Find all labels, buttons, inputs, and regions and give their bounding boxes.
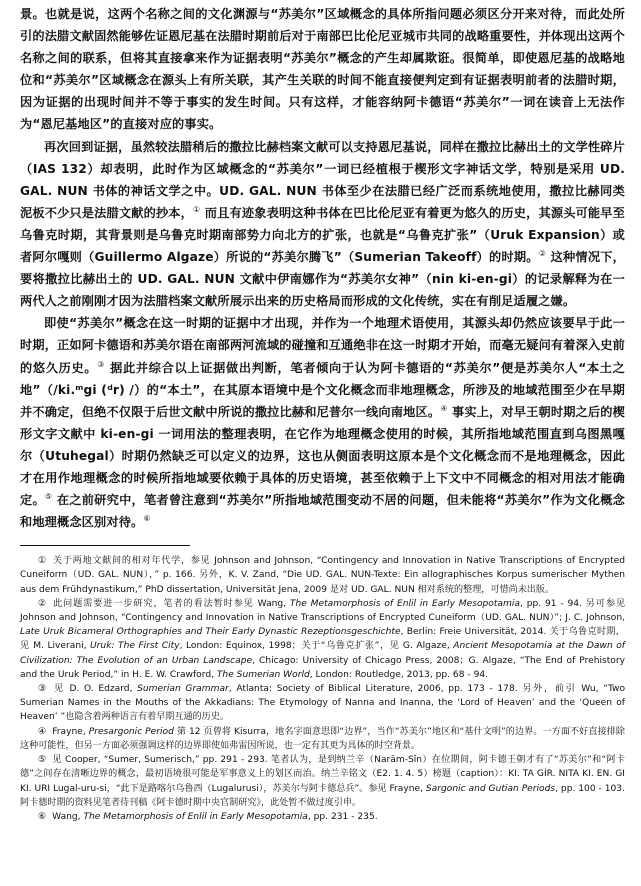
footnote-text: , Atlanta: Society of Biblical Literature, 2006, pp. 173 - 178. 另外，前引 Wu, “Two Sumerian Names in the Mouths of the Akkadians: The Etymology of Nanna and Inanna, the ‘Lord of Heaven’ and the ‘Queen of Heaven’ ”也隐含着两种语言有着早期互通的历史。 bbox=[20, 684, 626, 723]
footnote-ref-4[interactable]: ④ bbox=[440, 403, 448, 413]
footnote-text: 关于两地文献间的相对年代学，参见 Johnson and Johnson, “Contingency and Innovation in Native Transcriptions of Encrypted Cuneiform（UD. GAL. NUN），” p. 166. 另外，K. V. Zand, “Die UD. GAL. NUN-Texte: Ein allographisches Korpus sumerischer Mythen aus dem Frühdynastikum,” PhD dissertation, Universität Jena, 2009 是对 UD. GAL. NUN 相对系统的整理，可惜尚未出版。 bbox=[20, 556, 626, 595]
footnote-text: Wang, bbox=[52, 811, 84, 822]
paragraph-2-text-a: 再次回到证据，虽然较法腊稍后的撒拉比赫档案文献可以支持恩尼基说，同样在撒拉比赫出土的文学性碎片（IAS 132）却表明，此时作为区域概念的“苏美尔”一词已经植根于楔形文字神话文学，特别是采用 UD. GAL. NUN 书体的神话文学之中。UD. GAL. NUN 书体至少在法腊已经广泛而系统地使用，撒拉比赫同类泥板不少只是法腊文献的抄本， bbox=[20, 139, 625, 220]
footnote-2 bbox=[20, 597, 625, 682]
footnote-divider bbox=[20, 545, 190, 546]
footnote-ref-5[interactable]: ⑤ bbox=[44, 492, 53, 501]
paragraph-1-text: 景。也就是说，这两个名称之间的文化渊源与“苏美尔”区域概念的具体所指问题必须区分开来对待，而此处所引的法腊文献固然能够佐证恩尼基在法腊时期前后对于南部巴比伦尼亚城市共同的战略重要性，并体现出这两个名称之间的联系，但将其直接拿来作为证据表明“苏美尔”概念的产生却属欺诳。很简单，即使恩尼基的战略地位和“苏美尔”区域概念在源头上有所关联，其产生关联的时间不能直接便判定到有证据表明前者的法腊时期，因为证据的出现时间并不等于事实的发生时间。只有这样，才能容纳阿卡德语“苏美尔”一词在读音上无法作为“恩尼基地区”的直接对应的事实。 bbox=[20, 7, 625, 132]
footnote-text: , pp. 231 - 235. bbox=[307, 811, 378, 822]
footnote-text: Frayne, bbox=[52, 726, 89, 737]
footnote-number: ③ bbox=[38, 684, 48, 695]
main-text bbox=[20, 3, 625, 533]
footnote-text: The Metamorphosis of Enlil in Early Mesopotamia bbox=[289, 598, 520, 609]
paragraph-3 bbox=[20, 312, 625, 533]
footnote-3 bbox=[20, 682, 625, 725]
paragraph-2 bbox=[20, 136, 625, 313]
paragraph-3-text-d: 在之前研究中，笔者曾注意到“苏美尔”所指地域范围变动不居的问题，但未能将“苏美尔”作为文化概念和地理概念区别对待。 bbox=[20, 493, 625, 530]
paragraph-3-text-c: 事实上，对早王朝时期之后的楔形文字文献中 ki-en-gi 一词用法的整理表明，在它作为地理概念使用的时候，其所指地域范围直到乌图黑嘎尔（Utuhegal）时期仍然缺乏可以定义的边界，这也从侧面表明这原本是个文化概念而不是地理概念，因此才在用作地理概念的时候所指地域要依赖于具体的历史语境，甚至依赖于上下文中不同概念的相对用法才能确定。 bbox=[20, 404, 625, 508]
footnote-number: ⑤ bbox=[38, 755, 47, 766]
footnote-number: ② bbox=[38, 598, 48, 609]
footnote-text: 此问题需要进一步研究，笔者的看法暂时参见 Wang, bbox=[53, 598, 290, 609]
footnote-ref-1[interactable]: ① bbox=[193, 204, 201, 214]
footnote-text: 第 12 页曾将 Kisurra，地名字面意思即“边界”，当作“苏美尔”地区和“基什文明”的边界。一方面不好直接排除这种可能性，但另一方面必须强调这样的边界即使如弗雷因所说，也一定有其更为具体的时空背景。 bbox=[20, 726, 625, 751]
footnote-text: The Sumerian World bbox=[216, 669, 310, 680]
footnote-text: , Berlin: Freie Universität, 2014. 关于乌鲁克时期，见 M. Liverani, bbox=[20, 627, 625, 652]
footnote-text: 见 D. O. Edzard, bbox=[53, 684, 138, 695]
footnote-5 bbox=[20, 753, 625, 810]
footnote-text: , Chicago: University of Chicago Press, 2008；G. Algaze, “The End of Prehistory and the Uruk Period,” in H. E. W. Crawford, bbox=[20, 655, 625, 680]
footnote-ref-6[interactable]: ⑥ bbox=[143, 514, 151, 524]
footnote-ref-2[interactable]: ② bbox=[538, 248, 547, 258]
paragraph-2-text-b: 而且有迹象表明这种书体在巴比伦尼亚有着更为悠久的历史，其源头可能早至乌鲁克时期，其背景则是乌鲁克时期南部势力向北方的扩张，也就是“乌鲁克扩张”（Uruk Expansion）或者阿尔嘎则（Guillermo Algaze）所说的“苏美尔腾飞”（Sumerian Takeoff）的时期。 bbox=[20, 205, 625, 265]
footnote-text: Sumerian Grammar bbox=[137, 684, 229, 695]
footnote-text: , pp. 100 - 103. 阿卡德时期的资料见笔者待刊稿《阿卡德时期中央官制研究》，此处暂不做过度引申。 bbox=[20, 783, 625, 808]
footnote-text: Presargonic Period bbox=[88, 726, 174, 737]
footnotes bbox=[20, 554, 625, 824]
footnote-6 bbox=[20, 810, 625, 824]
paragraph-3-text-a: 即使“苏美尔”概念在这一时期的证据中才出现，并作为一个地理术语使用，其源头却仍然应该要早于此一时期，正如阿卡德语和苏美尔语在南部两河流域的碰撞和互通绝非在这一时期才开始，而毫无疑问有着深入史前的悠久历史。 bbox=[20, 316, 625, 375]
footnote-number: ④ bbox=[38, 726, 47, 737]
footnote-text: The Metamorphosis of Enlil in Early Mesopotamia bbox=[83, 811, 308, 822]
paragraph-3-text-b: 据此并综合以上证据做出判断，笔者倾向于认为阿卡德语的“苏美尔”便是苏美尔人“本土之地”（/ki.ᵐgi (ᵈr) /）的“本土”，在其原本语境中是个文化概念而非地理概念，所涉及的地域范围至少在早期并不确定，但绝不仅限于后世文献中所说的撒拉比赫和尼普尔一线向南地区。 bbox=[20, 360, 626, 419]
footnote-text: , London: Routledge, 2013, pp. 68 - 94. bbox=[309, 669, 489, 680]
paragraph-1 bbox=[20, 3, 625, 136]
footnote-text: , London: Equinox, 1998；关于“乌鲁克扩张”，见 G. Algaze, bbox=[179, 641, 454, 652]
footnote-text: Late Uruk Bicameral Orthographies and Their Early Dynastic Rezeptionsgeschichte bbox=[20, 627, 401, 638]
footnote-number: ⑥ bbox=[38, 811, 47, 822]
footnote-number: ① bbox=[38, 556, 47, 567]
footnote-text: , pp. 91 - 94. 另可参见 Johnson and Johnson, “Contingency and Innovation in Native Transcriptions of Encrypted Cuneiform（UD. GAL. NUN）”; J. C. Johnson, bbox=[20, 598, 625, 624]
footnote-ref-3[interactable]: ③ bbox=[97, 359, 106, 369]
paragraph-2-text-c: 这种情况下，要将撒拉比赫出土的 UD. GAL. NUN 文献中伊南娜作为“苏美尔女神”（nin ki-en-gi）的记录解释为在一两代人之前刚刚才因为法腊档案文献所展示出来的历史格局而形成的文化传统，实在有削足适履之嫌。 bbox=[20, 250, 625, 309]
footnote-text: Ancient Mesopotamia at the Dawn of Civilization: The Evolution of an Urban Landscape bbox=[20, 641, 625, 666]
footnote-text: 见 Cooper, “Sumer, Sumerisch,” pp. 291 - 293. 笔者认为，是到纳兰辛（Narām-Sîn）在位期间，阿卡德王朝才有了“苏美尔”和“阿卡德”之间存在清晰边界的概念，最初语境很可能是军事意义上的划区而治。纳兰辛铭文（E2. 1. 4. 5）榜题（caption）：KI. TA GÍR. NITA KI. EN. GI KI. URI Lugal-uru-si，“此下是路喀尔乌鲁西（Lugalurusi），苏美尔与阿卡德总兵”。参见 Frayne, bbox=[20, 755, 625, 794]
footnote-text: Sargonic and Gutian Periods bbox=[425, 783, 556, 794]
footnote-1 bbox=[20, 554, 625, 597]
footnote-text: Uruk: The First City bbox=[90, 641, 180, 652]
footnote-4 bbox=[20, 725, 625, 753]
